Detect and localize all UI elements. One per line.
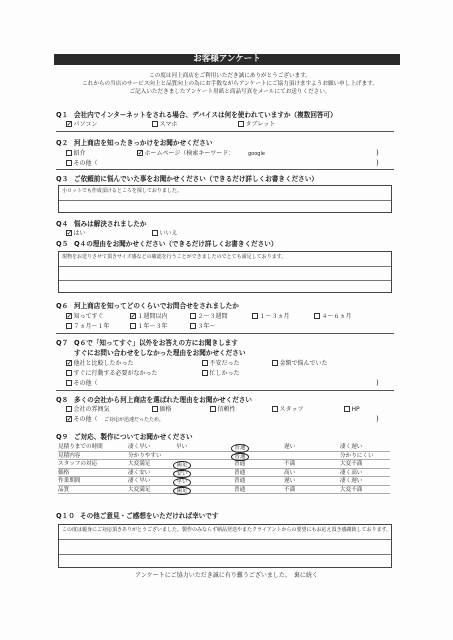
q5-answer: 現物をお送りさせて頂きサイズ感などの確認を行うことができましたのでとても満足しております。 bbox=[62, 254, 287, 260]
checkbox[interactable] bbox=[190, 323, 196, 329]
rule-line bbox=[59, 539, 391, 540]
checkbox[interactable] bbox=[344, 406, 350, 412]
q7-option-anxious[interactable]: 不安だった bbox=[202, 360, 240, 368]
q4-heading: Q４ 悩みは解決されましたか bbox=[56, 220, 147, 228]
q2-option-other[interactable]: その他（ bbox=[66, 160, 98, 168]
checkbox[interactable] bbox=[252, 313, 258, 319]
rating-option[interactable]: 高い bbox=[284, 469, 296, 476]
q7-option-busy[interactable]: 忙しかった bbox=[202, 370, 240, 378]
rule-line bbox=[59, 554, 391, 555]
rating-option[interactable]: 不満 bbox=[284, 461, 296, 467]
rating-option[interactable]: 普通 bbox=[234, 486, 246, 493]
q10-answer: この度は親身にご対応頂きありがとうございました。製作のみならず納品発送やまたクライアントからの要望にもお応え頂き感謝致しております。 bbox=[62, 527, 392, 533]
rating-row-label: 作業期間 bbox=[58, 478, 81, 484]
rating-option[interactable]: 凄く遅い bbox=[340, 444, 363, 450]
checkbox[interactable] bbox=[272, 360, 278, 366]
rule-line bbox=[59, 280, 391, 281]
paren-close: ) bbox=[376, 415, 379, 423]
q6-option-3-years-plus[interactable]: ３年～ bbox=[190, 323, 216, 331]
q2-heading: Q２ 河上商店を知ったきっかけをお聞かせください bbox=[56, 139, 213, 147]
intro-line: これからの当店のサービス向上と品質向上の為にお手数ながらアンケートにご協力頂けますようお願い申し上げます。 bbox=[82, 81, 378, 88]
rating-row-label: 価格 bbox=[58, 469, 70, 476]
q7-option-price-worry[interactable]: 金額で悩んでいた bbox=[272, 360, 328, 368]
rule-line bbox=[59, 266, 391, 267]
q10-answer-box[interactable] bbox=[58, 524, 392, 568]
checkbox[interactable] bbox=[66, 150, 72, 156]
q8-heading: Q８ 多くの会社から河上商店を選ばれた理由をお聞かせください bbox=[56, 396, 253, 404]
checkbox[interactable] bbox=[190, 313, 196, 319]
rating-option[interactable]: 満足 bbox=[173, 461, 190, 470]
q8-option-other[interactable]: ✓その他（ bbox=[66, 416, 98, 424]
rating-option[interactable]: 普通 bbox=[234, 469, 246, 476]
q3-heading: Q３ ご依頼前に悩んでいた事をお聞かせください（できるだけ詳しくお書きください） bbox=[56, 175, 318, 183]
q8-option-staff[interactable]: スタッフ bbox=[272, 406, 304, 414]
rating-option[interactable]: 普通 bbox=[231, 444, 248, 453]
q7-option-no-need[interactable]: すぐに行動する必要がなかった bbox=[66, 370, 158, 378]
q8-option-trust[interactable]: 信頼性 bbox=[210, 406, 236, 414]
q1-option-smartphone[interactable]: スマホ bbox=[152, 121, 177, 129]
divider bbox=[56, 390, 394, 391]
q6-option-2-3-weeks[interactable]: ２～３週間 bbox=[190, 313, 228, 321]
rating-row-label: 品質 bbox=[58, 486, 70, 493]
footer-note: アンケートにご協力いただき誠に有り難うございました。 裏に続く bbox=[135, 572, 318, 579]
rating-row-label: スタッフの対応 bbox=[58, 461, 98, 467]
rating-option[interactable]: 凄く早い bbox=[128, 444, 151, 450]
checkbox[interactable] bbox=[66, 406, 72, 412]
checkbox[interactable] bbox=[152, 121, 158, 127]
rating-option[interactable]: 凄く高い bbox=[340, 469, 363, 476]
q6-option-7m-1y[interactable]: ７ヵ月～１年 bbox=[66, 323, 110, 331]
q6-option-1-3-months[interactable]: １～３ヵ月 bbox=[252, 313, 290, 321]
rating-option[interactable]: 大変満足 bbox=[128, 461, 151, 467]
rating-row bbox=[58, 452, 390, 461]
rating-row bbox=[58, 460, 390, 469]
rating-option[interactable]: 早い bbox=[176, 444, 188, 450]
q6-option-4-6-months[interactable]: ４～６ヵ月 bbox=[314, 313, 352, 321]
checkbox[interactable] bbox=[202, 370, 208, 376]
q6-option-1-3-years[interactable]: １年～３年 bbox=[130, 323, 168, 331]
q3-answer: 小ロットでも作成頂けるところを探しておりました。 bbox=[62, 188, 182, 194]
q6-option-within-week[interactable]: ✓ １週間以内 bbox=[130, 313, 168, 321]
intro-text bbox=[80, 72, 380, 97]
q5-answer-box[interactable] bbox=[58, 251, 392, 293]
q2-option-referral[interactable]: 紹介 bbox=[66, 150, 86, 158]
q9-rating-grid bbox=[58, 443, 390, 494]
checkbox[interactable] bbox=[202, 360, 208, 366]
rating-option[interactable]: 凄く遅い bbox=[340, 478, 363, 484]
rating-option[interactable]: 凄く安い bbox=[128, 469, 151, 476]
rating-option[interactable]: 満足 bbox=[173, 487, 190, 496]
rating-option[interactable]: 分かりにくい bbox=[340, 452, 374, 459]
rating-row bbox=[58, 443, 390, 452]
q4-option-yes[interactable]: ✓はい bbox=[66, 230, 86, 238]
checkbox[interactable] bbox=[210, 406, 216, 412]
divider bbox=[56, 333, 394, 334]
rating-option[interactable]: 早い bbox=[173, 478, 190, 487]
q7-subheading: すぐにお問い合わせをしなかった理由をお聞かせください bbox=[74, 349, 246, 357]
q1-option-pc[interactable]: ✓パソコン bbox=[66, 121, 97, 129]
checkbox[interactable] bbox=[152, 230, 158, 236]
q1-heading: Q１ 会社内でインターネットをされる場合、デバイスは何を使われていますか（複数回答可） bbox=[56, 111, 337, 119]
intro-line: ご記入いただきましたアンケート用紙と商品写真をメールにてお送りください。 bbox=[129, 89, 331, 96]
checkbox[interactable] bbox=[66, 380, 72, 386]
q4-option-no[interactable]: いいえ bbox=[152, 230, 178, 238]
rating-option[interactable]: 大変満足 bbox=[128, 486, 151, 493]
rating-option[interactable]: 遅い bbox=[284, 478, 296, 484]
checkbox[interactable] bbox=[314, 313, 320, 319]
rating-option[interactable]: 凄く早い bbox=[128, 478, 151, 484]
divider bbox=[56, 169, 394, 170]
checkbox[interactable] bbox=[66, 160, 72, 166]
q8-option-atmosphere[interactable]: 会社の雰囲気 bbox=[66, 406, 110, 414]
checkbox[interactable] bbox=[130, 323, 136, 329]
checkbox[interactable] bbox=[66, 360, 72, 366]
rating-row bbox=[58, 477, 390, 486]
rating-option[interactable]: 大変不満 bbox=[340, 486, 363, 493]
rating-row-label: 見積内容 bbox=[58, 452, 81, 459]
q2-option-homepage[interactable]: ✓ ホームページ（検索キーワード： bbox=[137, 150, 234, 158]
checkbox[interactable] bbox=[272, 406, 278, 412]
q7-option-compare[interactable]: ✓他社と比較したかった bbox=[66, 360, 134, 368]
checkbox[interactable] bbox=[66, 121, 72, 127]
rating-row bbox=[58, 469, 390, 478]
checkbox[interactable] bbox=[66, 370, 72, 376]
rating-option[interactable]: 普通 bbox=[231, 453, 248, 462]
rating-option[interactable]: 分かりやすい bbox=[128, 452, 162, 459]
checkbox[interactable] bbox=[66, 313, 72, 319]
checkbox[interactable] bbox=[66, 230, 72, 236]
q6-option-immediately[interactable]: ✓知ってすぐ bbox=[66, 313, 104, 321]
rule-line bbox=[59, 200, 391, 201]
q5-heading: Q５ Q４の理由をお聞かせください（できるだけ詳しくお書きください） bbox=[56, 240, 278, 248]
rating-option[interactable]: 普通 bbox=[234, 478, 246, 484]
rating-option[interactable]: 普通 bbox=[234, 461, 246, 467]
rating-option[interactable]: 遅い bbox=[284, 444, 296, 450]
q8-option-price[interactable]: 価格 bbox=[152, 406, 172, 414]
q8-option-hp[interactable]: HP bbox=[344, 406, 360, 414]
q2-keyword-value: google bbox=[248, 151, 265, 157]
checkbox[interactable] bbox=[152, 406, 158, 412]
rating-row-label: 見積りまでの時間 bbox=[58, 444, 103, 450]
q9-heading: Q９ ご対応、製作についてお聞かせください bbox=[56, 433, 193, 441]
q3-answer-box[interactable] bbox=[58, 185, 392, 213]
rating-option[interactable]: 安い bbox=[173, 470, 190, 479]
paren-close: ) bbox=[376, 379, 379, 387]
rating-option[interactable]: 不満 bbox=[284, 486, 296, 493]
q7-option-other[interactable]: その他（ bbox=[66, 380, 98, 388]
q8-other-text: ご対応が迅速だったため。 bbox=[104, 417, 164, 423]
q6-heading: Q６ 河上商店を知ってどのくらいでお問合せをされましたか bbox=[56, 302, 239, 310]
intro-line: この度は河上商店をご利用いただき誠にありがとうございます。 bbox=[149, 73, 311, 79]
paren-close: ) bbox=[376, 159, 379, 167]
q1-option-tablet[interactable]: タブレット bbox=[238, 121, 275, 129]
checkbox[interactable] bbox=[66, 416, 72, 422]
q7-heading: Q７ Q６で「知ってすぐ」以外をお答えの方にお聞きします bbox=[56, 339, 238, 347]
paren-close: ) bbox=[376, 149, 379, 157]
checkbox[interactable] bbox=[137, 150, 143, 156]
page-title: お客様アンケート bbox=[54, 54, 400, 65]
checkbox[interactable] bbox=[130, 313, 136, 319]
q10-heading: Q１０ その他ご意見・ご感想をいただければ幸いです bbox=[56, 512, 219, 520]
rating-option[interactable]: 大変不満 bbox=[340, 461, 363, 467]
divider bbox=[56, 131, 394, 132]
checkbox[interactable] bbox=[66, 323, 72, 329]
rating-row bbox=[58, 486, 390, 495]
checkbox[interactable] bbox=[238, 121, 244, 127]
